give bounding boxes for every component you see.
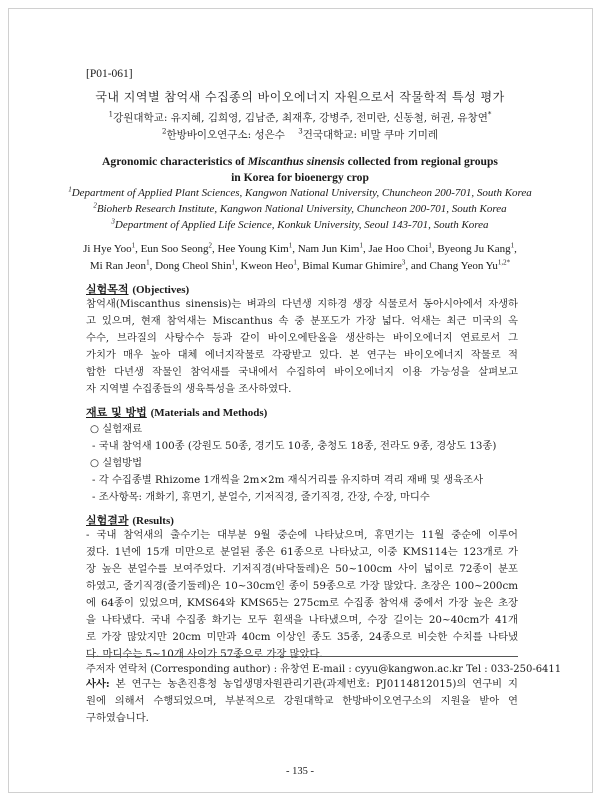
english-title-line1 <box>0 155 600 168</box>
affiliation-text: Department of Applied Plant Sciences, Kangwon National University, Chuncheon 200-701, South Korea <box>71 187 532 199</box>
paragraph-line: 다. 마디수는 5~10개 사이가 57종으로 가장 많았다. <box>86 648 323 660</box>
author-name: Mi Ran Jeon <box>89 260 147 272</box>
paragraph-line: 장 높은 분얼수를 보여주었다. 기저직경(바닥둘레)은 50~100cm 사이 넓이로 72종이 분포 <box>86 563 518 575</box>
author-name: Byeong Ju Kang <box>437 243 511 255</box>
author-sup: 1 <box>288 241 293 250</box>
paragraph-line: 참억새(Miscanthus sinensis)는 벼과의 다년생 지하경 생장 식물로서 동아시아에서 자생하 <box>86 298 518 310</box>
affiliation-2 <box>0 203 600 215</box>
korean-authors-line2 <box>0 127 600 142</box>
heading-korean: 실험결과 <box>86 514 129 527</box>
paragraph-line: 고 있으며, 현재 참억새는 Miscanthus 속 중 분포도가 가장 넓다. 억새는 최근 미국의 옥 <box>86 315 518 327</box>
affiliation-3 <box>0 219 600 231</box>
page-number: - 135 - <box>286 766 314 777</box>
paragraph-line: 졌다. 1년에 15개 미만으로 분얼된 종은 61종으로 나타났고, 이중 KMS114는 123개로 가 <box>86 546 518 558</box>
affil-sup: 3 <box>111 217 115 226</box>
affil-sup: 3 <box>298 127 303 136</box>
korean-title: 국내 지역별 참억새 수집종의 바이오에너지 자원으로서 작물학적 특성 평가 <box>95 90 505 104</box>
methods-heading <box>86 404 267 420</box>
korean-authors-text: 강원대학교: 유지혜, 김희영, 김남준, 최재후, 강병주, 전미란, 신동철, 허권, 유창연 <box>113 112 488 124</box>
ack-label: 사사: <box>86 678 110 690</box>
affil-sup: * <box>487 110 492 119</box>
author-name: Nam Jun Kim <box>297 243 360 255</box>
methods-item-methods: ○ 실험방법 <box>90 457 143 469</box>
author-sup: 1 <box>231 258 235 267</box>
methods-item-traits: - 조사항목: 개화기, 휴면기, 분얼수, 기저직경, 줄기직경, 간장, 수장, 마디수 <box>92 491 430 503</box>
paragraph-line: 수수, 브라질의 사탕수수 등과 같이 바이오에탄올을 생산하는 바이오에너지 연료로서 그 <box>86 332 518 344</box>
paragraph-line: 자 지역별 수집종들의 생육특성을 조사하였다. <box>86 383 292 395</box>
heading-english: (Objectives) <box>132 284 190 296</box>
english-title-pre: Agronomic characteristics of <box>102 155 248 168</box>
korean-affil-3: 건국대학교: 비말 쿠마 기미레 <box>302 129 439 141</box>
methods-item-samples: - 국내 참억새 100종 (강원도 50종, 경기도 10종, 충청도 18종, 전라도 9종, 경상도 13종) <box>92 440 497 452</box>
affil-sup: 2 <box>161 127 167 136</box>
paragraph-line: 하였고, 줄기직경(줄기둘레)은 10~30cm인 종이 59종으로 가장 많았다. 초장은 100~200cm <box>86 580 518 592</box>
english-authors-line1: Ji Hye Yoo$^1$, Eun Soo Seong$^2$, Hee Young Kim$^1$, Nam Jun Kim$^1$, Jae Hoo Choi$^1$, Byeong Ju Kang$^1$, <box>83 241 517 255</box>
ack-line: 원에 의해서 수행되었으며, 부분적으로 강원대학교 한방바이오연구소의 지원을 받아 연 <box>86 695 518 707</box>
ack-line <box>86 676 518 693</box>
affiliation-1 <box>0 187 600 199</box>
english-title-line2: in Korea for bioenergy crop <box>231 171 369 184</box>
author-sup: 1 <box>293 258 297 267</box>
paragraph-line: 합한 다년생 작물인 참억새를 국내에서 수집하여 바이오에너지 이용 가능성을 살펴보고 <box>86 366 518 378</box>
affil-sup: 1 <box>108 110 114 119</box>
objectives-paragraph <box>86 296 518 398</box>
heading-korean: 실험목적 <box>86 283 129 296</box>
paragraph-line: - 국내 참억새의 출수기는 대부분 9월 중순에 나타났으며, 휴면기는 11월 중순에 이루어 <box>86 529 518 541</box>
author-sup: 1 <box>359 241 363 250</box>
author-name: Bimal Kumar Ghimire <box>302 260 402 272</box>
objectives-heading <box>86 281 189 297</box>
paragraph-line: 을 나타냈다. 국내 수집종 화기는 모두 흰색을 나타냈으며, 수장 길이는 20~40cm가 41개 <box>86 614 518 626</box>
author-sup: 1 <box>510 241 515 250</box>
acknowledgement <box>86 676 518 727</box>
methods-item-materials: ○ 실험재료 <box>90 423 143 435</box>
methods-item-cultivation: - 각 수집종별 Rhizome 1개씩을 2m×2m 재식거리를 유지하며 격리 재배 및 생육조사 <box>92 474 484 486</box>
author-name: Eun Soo Seong <box>140 243 209 255</box>
english-authors-line2: Mi Ran Jeon$^1$, Dong Cheol Shin$^1$, Kweon Heo$^1$, Bimal Kumar Ghimire$^3$, and Chang Yeon $Yu^{1,2*}$ <box>89 258 511 272</box>
results-paragraph <box>86 527 518 663</box>
author-sup: 1 <box>131 241 136 250</box>
author-name: Ji Hye Yoo <box>83 243 132 255</box>
author-name: and Chang Yeon Yu <box>410 260 498 272</box>
author-name: Dong Cheol Shin <box>155 260 232 272</box>
author-name: Jae Hoo Choi <box>368 243 429 255</box>
ack-text: 본 연구는 농촌진흥청 농업생명자원관리기관(과제번호: PJ0114812015)의 연구비 지 <box>109 678 518 690</box>
english-title-post: collected from regional groups <box>344 155 498 168</box>
ack-line: 구하였습니다. <box>86 712 149 724</box>
author-sup: 1,2* <box>497 258 511 267</box>
results-heading <box>86 512 174 528</box>
author-sup: 2 <box>208 241 213 250</box>
author-name: Kweon Heo <box>240 260 294 272</box>
author-sup: 1 <box>146 258 150 267</box>
affil-sup: 1 <box>68 185 72 194</box>
affil-sup: 2 <box>93 201 97 210</box>
affiliation-text: Bioherb Research Institute, Kangwon National University, Chuncheon 200-701, South Korea <box>96 203 507 215</box>
correspondence-line: 주저자 연락처 (Corresponding author) : 유창연 E-mail : cyyu@kangwon.ac.kr Tel : 033-250-6411 <box>86 664 562 675</box>
footnote-divider <box>86 656 518 657</box>
english-title-species: Miscanthus sinensis <box>247 155 345 168</box>
author-sup: 1 <box>428 241 432 250</box>
korean-authors-line1 <box>0 110 600 125</box>
paragraph-line: 가치가 매우 높아 대체 에너지작물로 각광받고 있다. 본 연구는 바이오에너지 작물로 적 <box>86 349 518 361</box>
heading-korean: 재료 및 방법 <box>86 406 147 419</box>
paragraph-line: 에 64종이 있었으며, KMS64와 KMS65는 275cm로 수집종 참억새 중에서 가장 높은 초장 <box>86 597 518 609</box>
korean-affil-2: 한방바이오연구소: 성은수 <box>166 129 285 141</box>
abstract-code: [P01-061] <box>86 68 133 80</box>
affiliation-text: Department of Applied Life Science, Konkuk University, Seoul 143-701, South Korea <box>114 219 489 231</box>
heading-english: (Materials and Methods) <box>150 407 268 419</box>
author-sup: 3 <box>401 258 406 267</box>
heading-english: (Results) <box>132 515 174 527</box>
author-name: Hee Young Kim <box>217 243 289 255</box>
paragraph-line: 로 가장 많았지만 20cm 미만과 40cm 이상인 종도 35종, 24종으로 비슷한 수치를 나타냈 <box>86 631 518 643</box>
